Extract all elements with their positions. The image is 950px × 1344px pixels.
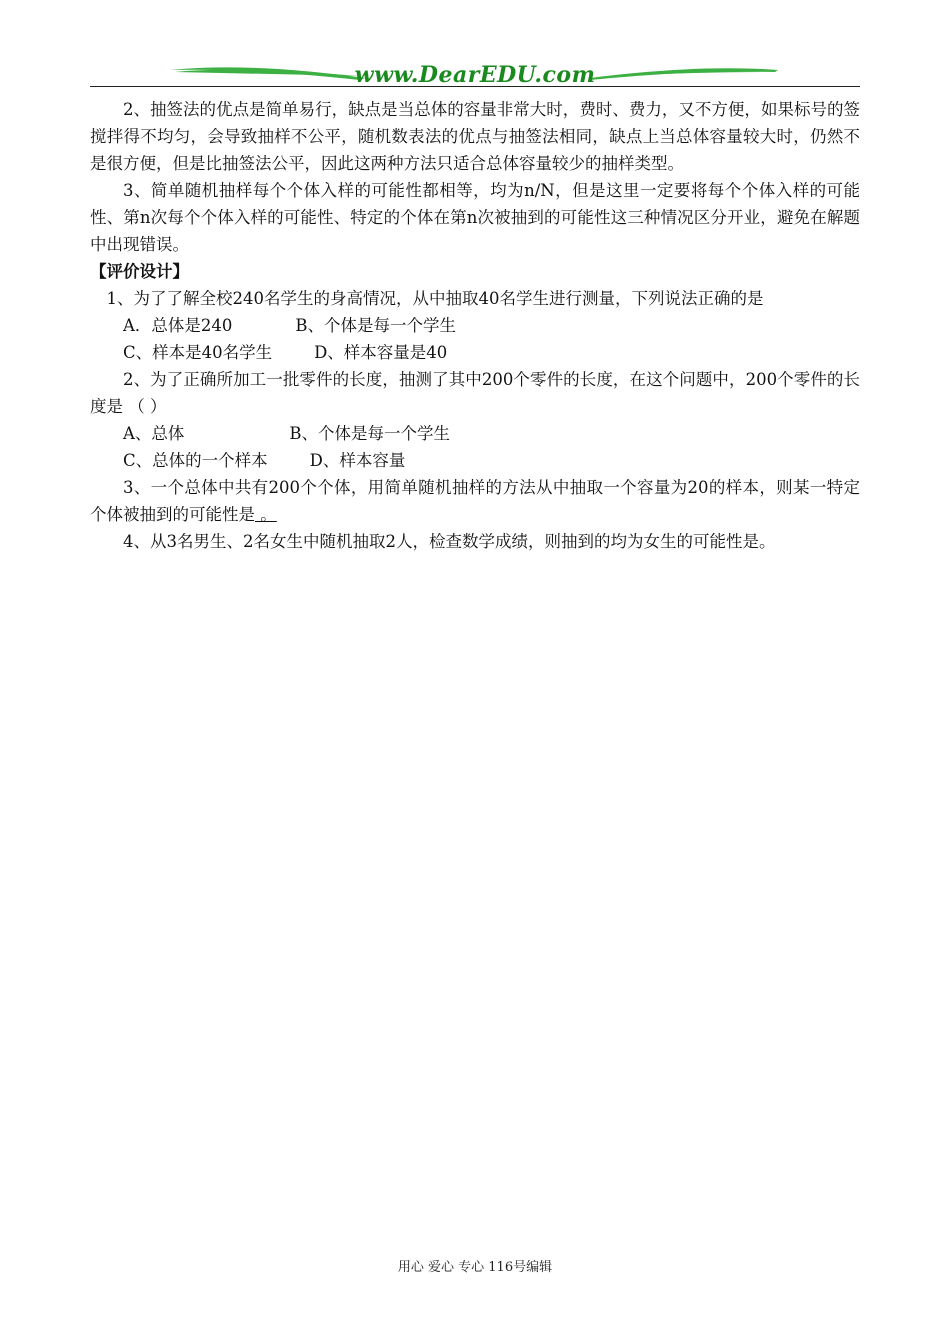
question-3	[90, 474, 860, 528]
paragraph-2: 2、抽签法的优点是简单易行，缺点是当总体的容量非常大时，费时、费力，又不方便，如果标号的签搅拌得不均匀，会导致抽样不公平，随机数表法的优点与抽签法相同，缺点上当总体容量较大时，仍然不是很方便，但是比抽签法公平，因此这两种方法只适合总体容量较少的抽样类型。	[90, 100, 860, 173]
header-divider	[90, 86, 860, 87]
question-4: 4、从3名男生、2名女生中随机抽取2人，检查数学成绩，则抽到的均为女生的可能性是。	[123, 532, 776, 551]
question-1-options-row-2: C、样本是40名学生 D、样本容量是40	[123, 343, 448, 362]
section-title: 【评价设计】	[90, 262, 189, 281]
question-1: 1、为了了解全校240名学生的身高情况，从中抽取40名学生进行测量，下列说法正确的是	[106, 289, 764, 308]
question-2-options-row-2: C、总体的一个样本 D、样本容量	[123, 451, 406, 470]
page-footer: 用心 爱心 专心 116号编辑	[397, 1260, 553, 1275]
paragraph-3: 3、简单随机抽样每个个体入样的可能性都相等，均为n/N，但是这里一定要将每个个体入样的可能性、第n次每个个体入样的可能性、特定的个体在第n次被抽到的可能性这三种情况区分开业，避免在解题中出现错误。	[90, 181, 860, 254]
question-2: 2、为了正确所加工一批零件的长度，抽测了其中200个零件的长度，在这个问题中，200个零件的长度是 （ ）	[90, 370, 860, 416]
question-3-blank: 。	[255, 505, 277, 524]
question-1-options-row-1: A．总体是240 B、个体是每一个学生	[123, 316, 456, 335]
document-body	[90, 96, 860, 555]
question-2-options-row-1: A、总体 B、个体是每一个学生	[123, 424, 450, 443]
question-3-text: 3、一个总体中共有200个个体，用简单随机抽样的方法从中抽取一个容量为20的样本，则某一特定个体被抽到的可能性是	[90, 478, 860, 524]
logo-text: www.DearEDU.com	[354, 62, 596, 88]
